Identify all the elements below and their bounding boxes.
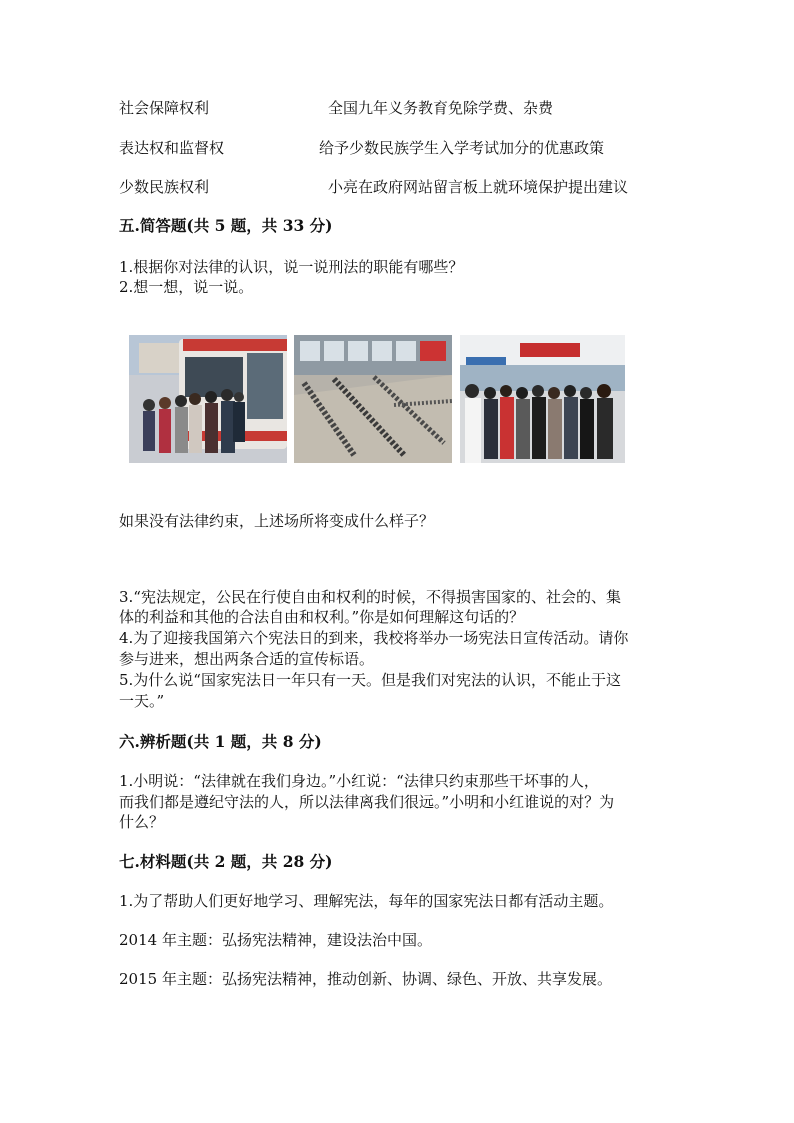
- section5-q1: 1.根据你对法律的认识，说一说刑法的职能有哪些？: [119, 258, 464, 276]
- section6-q1-line3: 什么？: [119, 813, 165, 831]
- section5-q5-line2: 一天。”: [119, 692, 165, 710]
- bus-boarding-photo: [129, 335, 287, 463]
- section6-heading: 六.辨析题(共 1 题，共 8 分): [119, 732, 322, 751]
- section5-q3-line2: 体的利益和其他的合法自由和权利。”你是如何理解这句话的？: [119, 608, 525, 626]
- section6-q1-line2: 而我们都是遵纪守法的人，所以法律离我们很远。”小明和小红谁说的对？为: [119, 793, 615, 811]
- match-right-2: 给予少数民族学生入学考试加分的优惠政策: [319, 139, 605, 157]
- section7-q1: 1.为了帮助人们更好地学习、理解宪法，每年的国家宪法日都有活动主题。: [119, 892, 614, 910]
- section5-q2-followup: 如果没有法律约束，上述场所将变成什么样子？: [119, 512, 435, 530]
- section6-q1-line1: 1.小明说：“法律就在我们身边。”小红说：“法律只约束那些干坏事的人，: [119, 772, 599, 790]
- match-right-1: 全国九年义务教育免除学费、杂费: [328, 99, 554, 117]
- section5-q4-line2: 参与进来，想出两条合适的宣传标语。: [119, 650, 375, 668]
- section5-q2: 2.想一想，说一说。: [119, 278, 254, 296]
- section7-theme-2015: 2015 年主题：弘扬宪法精神，推动创新、协调、绿色、开放、共享发展。: [119, 970, 612, 988]
- ticket-queue-photo: [460, 335, 625, 463]
- section5-q3-line1: 3.“宪法规定，公民在行使自由和权利的时候，不得损害国家的、社会的、集: [119, 588, 621, 606]
- section7-theme-2014: 2014 年主题：弘扬宪法精神，建设法治中国。: [119, 931, 432, 949]
- match-left-3: 少数民族权利: [119, 178, 210, 196]
- match-left-2: 表达权和监督权: [119, 139, 225, 157]
- section5-heading: 五.简答题(共 5 题，共 33 分): [119, 216, 333, 235]
- match-left-1: 社会保障权利: [119, 99, 210, 117]
- photo-strip: [129, 335, 625, 463]
- station-crowd-photo: [294, 335, 452, 463]
- section7-heading: 七.材料题(共 2 题，共 28 分): [119, 852, 333, 871]
- match-right-3: 小亮在政府网站留言板上就环境保护提出建议: [328, 178, 629, 196]
- section5-q5-line1: 5.为什么说“国家宪法日一年只有一天。但是我们对宪法的认识，不能止于这: [119, 671, 621, 689]
- section5-q4-line1: 4.为了迎接我国第六个宪法日的到来，我校将举办一场宪法日宣传活动。请你: [119, 629, 629, 647]
